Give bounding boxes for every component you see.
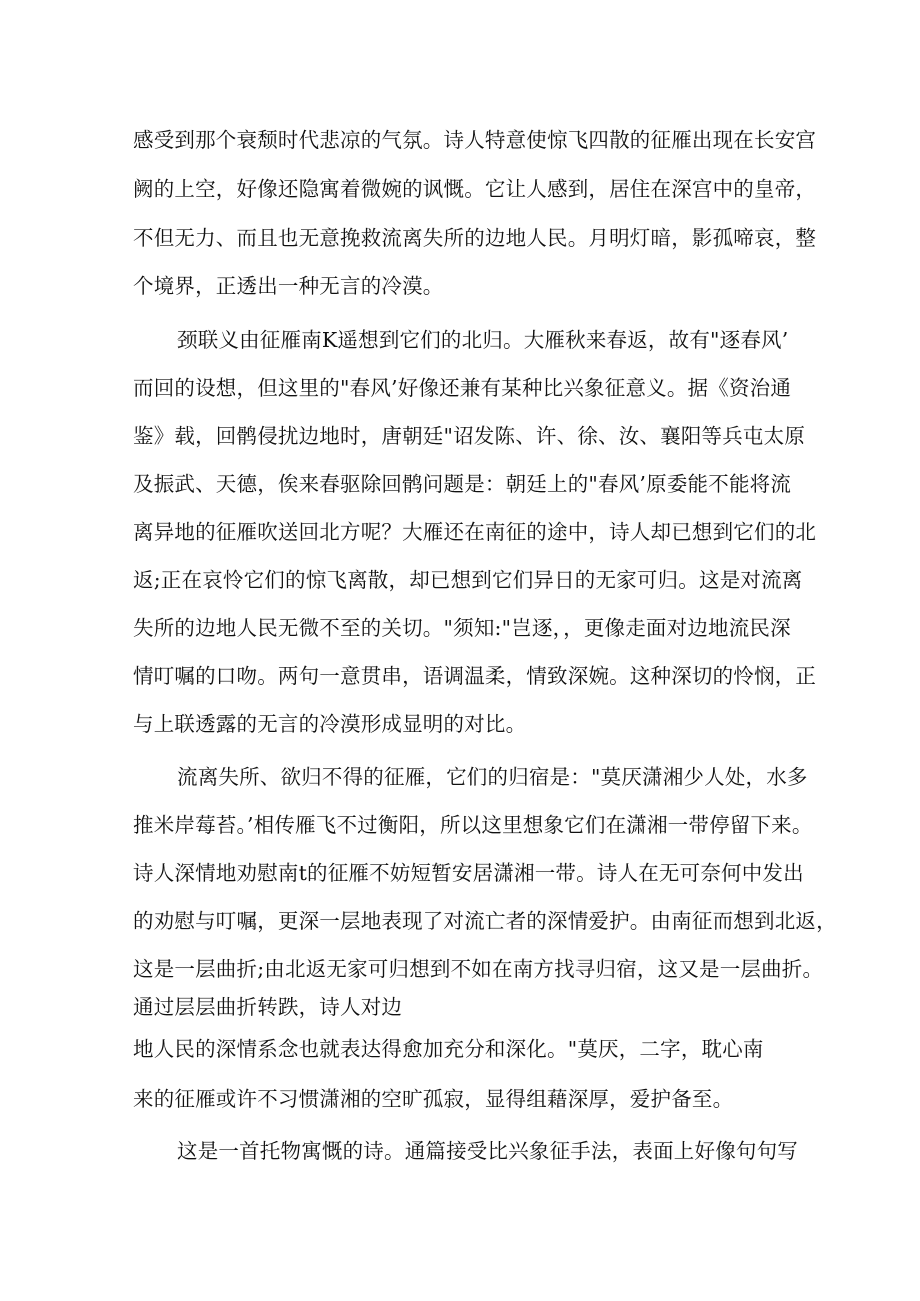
paragraph-3-line-6: 通过层层曲折转跌，诗人对边 — [133, 995, 403, 1019]
paragraph-2-line-8: 情叮嘱的口吻。两句一意贯串，语调温柔，情致深婉。这种深切的怜悯，正 — [133, 664, 817, 688]
paragraph-3-line-8: 来的征雁或许不习惯潇湘的空旷孤寂，显得组藉深厚，爱护备至。 — [133, 1087, 734, 1111]
paragraph-2-line-3: 鉴》载，回鹘侵扰边地时，唐朝廷"诏发陈、许、徐、汝、襄阳等兵屯太原 — [133, 424, 806, 448]
paragraph-2-line-2: 而回的设想，但这里的"春风’好像还兼有某种比兴象征意义。据《资治通 — [133, 376, 792, 400]
paragraph-3-line-4: 的劝慰与叮嘱，更深一层地表现了对流亡者的深情爱护。由南征而想到北返， — [133, 909, 837, 933]
paragraph-1-line-1: 感受到那个衰颓时代悲凉的气氛。诗人特意使惊飞四散的征雁出现在长安宫 — [133, 128, 817, 152]
paragraph-1-line-2: 阙的上空，好像还隐寓着微婉的讽慨。它让人感到，居住在深宫中的皇帝， — [133, 177, 817, 201]
paragraph-2-line-5: 离异地的征雁吹送回北方呢？大雁还在南征的途中，诗人却已想到它们的北 — [133, 520, 817, 544]
paragraph-3-line-1: 流离失所、欲归不得的征雁，它们的归宿是："莫厌潇湘少人处，水多 — [177, 765, 808, 789]
paragraph-3-line-5: 这是一层曲折;由北返无家可归想到不如在南方找寻归宿，这又是一层曲折。 — [133, 957, 824, 981]
paragraph-2-line-9: 与上联透露的无言的冷漠形成显明的对比。 — [133, 712, 527, 736]
paragraph-2-line-7: 失所的边地人民无微不至的关切。"须知:"岂逐，，更像走面对边地流民深 — [133, 616, 791, 640]
paragraph-3-line-7: 地人民的深情系念也就表达得愈加充分和深化。"莫厌，二字，耽心南 — [133, 1037, 764, 1061]
paragraph-2-line-6: 返;正在哀怜它们的惊飞离散，却已想到它们异日的无家可归。这是对流离 — [133, 568, 803, 592]
paragraph-2-line-4: 及振武、天德，俟来春驱除回鹘问题是：朝廷上的"春风’原委能不能将流 — [133, 472, 792, 496]
paragraph-3-line-3: 诗人深情地劝慰南t的征雁不妨短暂安居潇湘一带。诗人在无可奈何中发出 — [133, 861, 804, 885]
paragraph-4-line-1: 这是一首托物寓慨的诗。通篇接受比兴象征手法，表面上好像句句写 — [177, 1139, 798, 1163]
paragraph-3-line-2: 推米岸莓苔。’相传雁飞不过衡阳，所以这里想象它们在潇湘一带停留下来。 — [133, 813, 813, 837]
paragraph-1-line-4: 个境界，正透出一种无言的冷漠。 — [133, 274, 444, 298]
paragraph-2-line-1: 颈联义由征雁南K遥想到它们的北归。大雁秋来春返，故有"逐春风’ — [177, 328, 789, 352]
paragraph-1-line-3: 不但无力、而且也无意挽救流离失所的边地人民。月明灯暗，影孤啼哀，整 — [133, 226, 817, 250]
